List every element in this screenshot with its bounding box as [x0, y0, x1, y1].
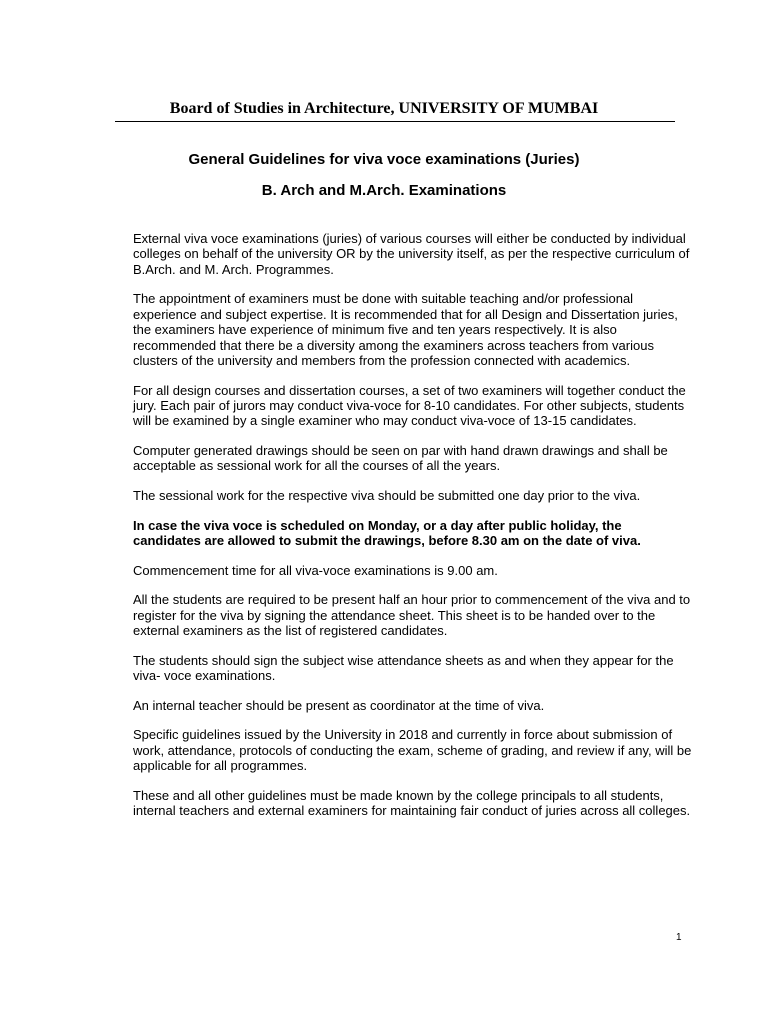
document-body — [133, 231, 693, 833]
paragraph-commencement-time: Commencement time for all viva-voce examinations is 9.00 am. — [133, 562, 498, 578]
paragraph-attendance-sheets: The students should sign the subject wise attendance sheets as and when they appear for the viva- voce examinations. — [133, 652, 674, 684]
paragraph-design-courses: For all design courses and dissertation courses, a set of two examiners will together conduct the jury. Each pair of jurors may conduct viva-voce for 8-10 candidates. For other subjects, students will be examined by a single examiner who may conduct viva-voce of 13-15 candidates. — [133, 382, 686, 429]
paragraph-internal-teacher: An internal teacher should be present as coordinator at the time of viva. — [133, 697, 545, 713]
paragraph-sessional-work: The sessional work for the respective viva should be submitted one day prior to the viva. — [133, 488, 641, 504]
page-number: 1 — [676, 932, 682, 943]
document-title: General Guidelines for viva voce examinations (Juries) — [188, 151, 580, 168]
paragraph-attendance-registration: All the students are required to be present half an hour prior to commencement of the viva and to register for the viva by signing the attendance sheet. This sheet is to be handed over to the external examiners as the list of registered candidates. — [133, 592, 691, 639]
header-title: Board of Studies in Architecture, UNIVERSITY OF MUMBAI — [169, 100, 599, 117]
paragraph-fair-conduct: These and all other guidelines must be made known by the college principals to all students, internal teachers and external examiners for maintaining fair conduct of juries across all colleges. — [133, 787, 691, 819]
document-subtitle: B. Arch and M.Arch. Examinations — [261, 182, 507, 199]
paragraph-external-viva: External viva voce examinations (juries) of various courses will either be conducted by individual colleges on behalf of the university OR by the university itself, as per the respective curriculum of B.Arch. and M. Arch. Programmes. — [133, 231, 690, 277]
header-divider — [115, 121, 675, 122]
paragraph-computer-drawings: Computer generated drawings should be seen on par with hand drawn drawings and shall be acceptable as sessional work for all the courses of all the years. — [133, 443, 668, 474]
paragraph-monday-notice: In case the viva voce is scheduled on Monday, or a day after public holiday, the candidates are allowed to submit the drawings, before 8.30 am on the date of viva. — [133, 517, 641, 549]
paragraph-examiner-appointment: The appointment of examiners must be done with suitable teaching and/or professional experience and subject expertise. It is recommended that for all Design and Dissertation juries, the examiners have experience of minimum five and ten years respectively. It is also recommended that there be a diversity among the examiners across teachers from various clusters of the university and members from the profession connected with academics. — [133, 291, 678, 369]
paragraph-specific-guidelines: Specific guidelines issued by the University in 2018 and currently in force about submission of work, attendance, protocols of conducting the exam, scheme of grading, and review if any, will be applicable for all programmes. — [133, 727, 692, 774]
